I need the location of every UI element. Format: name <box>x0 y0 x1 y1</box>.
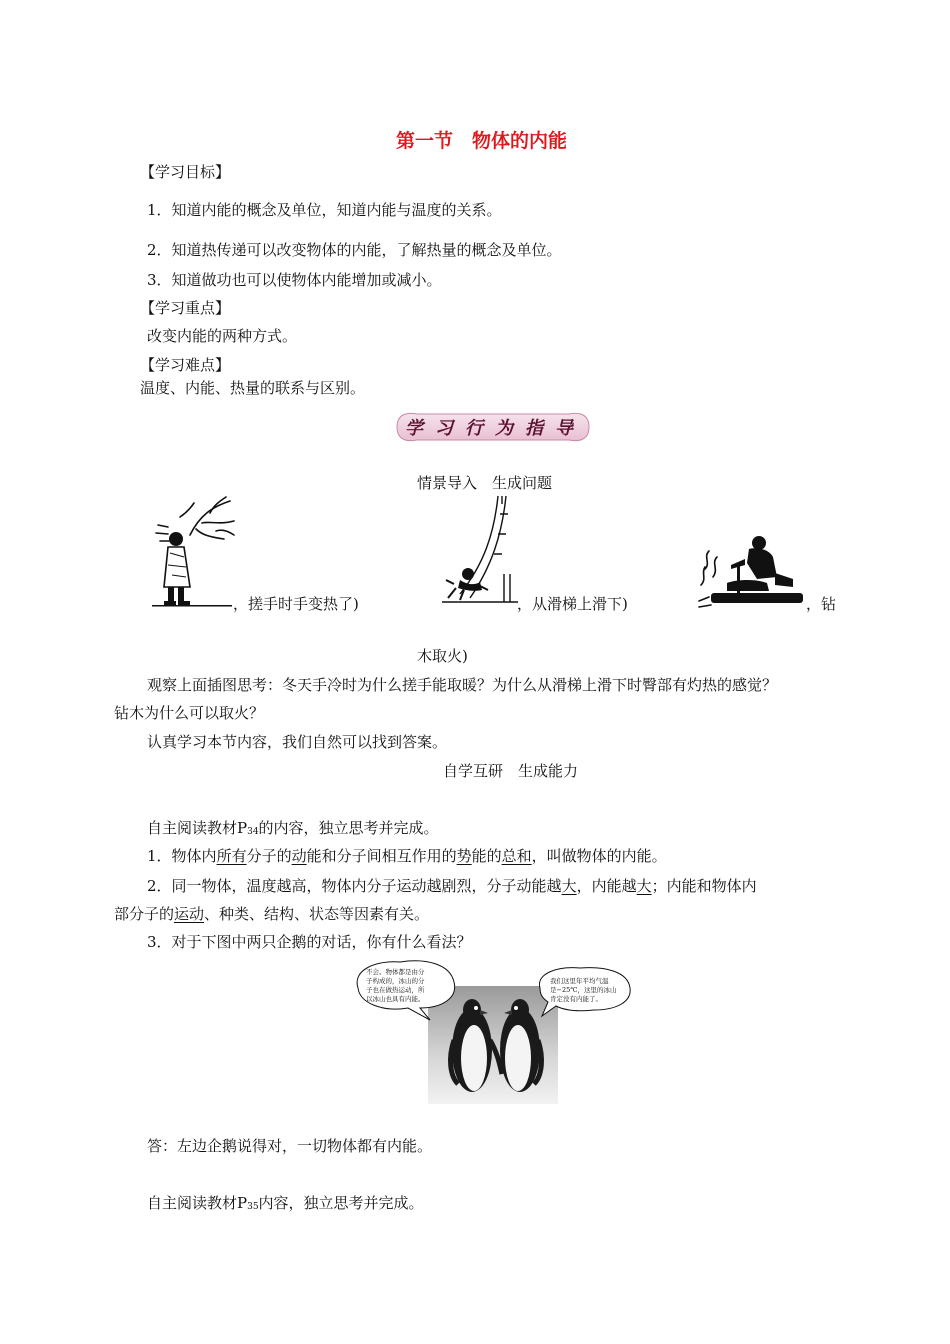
answer-blank: 势 <box>456 847 472 865</box>
svg-text:子构成的，冰山的分: 子构成的，冰山的分 <box>366 977 425 985</box>
drill-fire-illustration <box>697 533 809 613</box>
answer-blank: 所有 <box>216 847 247 865</box>
caption-rubbing-hands: ，搓手时手变热了) <box>233 595 359 613</box>
svg-text:我们这里年平均气温: 我们这里年平均气温 <box>550 977 609 985</box>
banner-char: 习 <box>435 418 453 439</box>
section-title: 第一节 物体的内能 <box>396 130 568 152</box>
answer-blank: 动 <box>291 847 307 865</box>
intro-answer: 认真学习本节内容，我们自然可以找到答案。 <box>147 733 448 751</box>
banner-char: 导 <box>555 418 573 439</box>
caption-slide: ，从滑梯上滑下) <box>517 595 628 613</box>
answer-blank: 运动 <box>174 905 205 923</box>
objective-item: 3．知道做功也可以使物体内能增加或减小。 <box>147 271 442 289</box>
intro-question-line2: 钻木为什么可以取火？ <box>114 704 265 722</box>
answer-blank: 总和 <box>501 847 532 865</box>
banner-char: 指 <box>525 418 543 439</box>
objective-item: 1．知道内能的概念及单位，知道内能与温度的关系。 <box>147 201 502 219</box>
answer-blank: 大 <box>561 877 577 895</box>
penguin-answer: 答：左边企鹅说得对，一切物体都有内能。 <box>147 1137 433 1155</box>
banner-char: 为 <box>495 418 513 439</box>
slide-illustration <box>440 494 520 612</box>
difficulty-text: 温度、内能、热量的联系与区别。 <box>140 379 366 397</box>
svg-text:是−25℃，这里的冰山: 是−25℃，这里的冰山 <box>550 986 617 994</box>
objective-item: 2．知道热传递可以改变物体的内能，了解热量的概念及单位。 <box>147 241 562 259</box>
study-heading: 自学互研 生成能力 <box>443 762 579 780</box>
banner-char: 行 <box>465 418 483 439</box>
answer-blank: 大 <box>636 877 652 895</box>
svg-text:子也在做热运动，所: 子也在做热运动，所 <box>366 986 425 994</box>
learning-guide-banner <box>393 408 593 446</box>
question-2-line2: 部分子的运动、种类、结构、状态等因素有关。 <box>114 905 430 923</box>
read-instruction-2: 自主阅读教材P35内容，独立思考并完成。 <box>147 1194 424 1212</box>
question-2-line1: 2．同一物体，温度越高，物体内分子运动越剧烈，分子动能越大，内能越大；内能和物体内 <box>147 877 757 895</box>
caption-drill-wood-1: ，钻 <box>806 595 837 613</box>
svg-text:不会。物体都是由分: 不会。物体都是由分 <box>366 968 425 976</box>
keypoint-text: 改变内能的两种方式。 <box>147 327 298 345</box>
difficulty-heading: 【学习难点】 <box>140 356 231 374</box>
keypoint-heading: 【学习重点】 <box>140 299 231 317</box>
banner-char: 学 <box>405 418 423 439</box>
svg-text:以冰山也具有内能。: 以冰山也具有内能。 <box>366 995 425 1003</box>
penguins-dialogue-image <box>350 958 640 1106</box>
read-instruction-1: 自主阅读教材P34的内容，独立思考并完成。 <box>147 819 439 837</box>
intro-question-line1: 观察上面插图思考：冬天手冷时为什么搓手能取暖？为什么从滑梯上滑下时臀部有灼热的感觉？ <box>147 676 778 694</box>
question-3: 3．对于下图中两只企鹅的对话，你有什么看法？ <box>147 933 472 951</box>
intro-heading: 情景导入 生成问题 <box>417 474 553 492</box>
question-1: 1．物体内所有分子的动能和分子间相互作用的势能的总和，叫做物体的内能。 <box>147 847 667 865</box>
person-in-wind-illustration <box>150 495 238 613</box>
svg-text:肯定没有内能了。: 肯定没有内能了。 <box>550 995 602 1003</box>
caption-drill-wood-2: 木取火) <box>417 647 468 665</box>
objectives-heading: 【学习目标】 <box>140 163 231 181</box>
